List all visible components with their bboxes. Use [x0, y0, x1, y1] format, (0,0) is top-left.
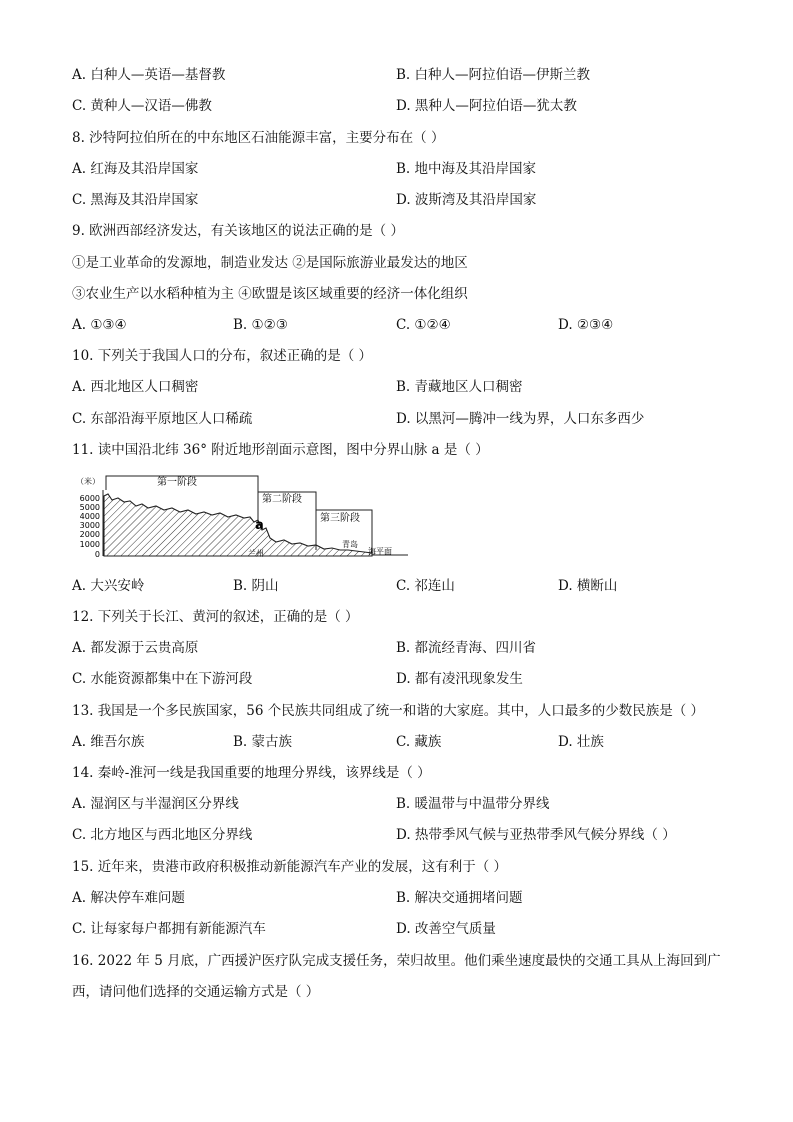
- q7-option-b: B. 白种人—阿拉伯语—伊斯兰教: [396, 67, 591, 83]
- q10-option-c: C. 东部沿海平原地区人口稀疏: [72, 411, 253, 427]
- terrain-profile-figure: [72, 470, 412, 570]
- q15-option-a: A. 解决停车难问题: [72, 890, 185, 906]
- lanzhou-label: 兰州: [248, 549, 264, 558]
- q8-option-b: B. 地中海及其沿岸国家: [396, 161, 537, 177]
- q7-option-a: A. 白种人—英语—基督教: [72, 67, 226, 83]
- step1-label: 第一阶段: [157, 477, 197, 488]
- y-tick-6000: 6000: [79, 494, 100, 503]
- q15-option-c: C. 让每家每户都拥有新能源汽车: [72, 921, 266, 937]
- q15-option-b: B. 解决交通拥堵问题: [396, 890, 523, 906]
- q8-option-c: C. 黑海及其沿岸国家: [72, 192, 199, 208]
- step2-label: 第二阶段: [262, 494, 302, 505]
- y-tick-5000: 5000: [79, 503, 100, 512]
- q13-option-a: A. 维吾尔族: [72, 734, 145, 750]
- q14-option-d: D. 热带季风气候与亚热带季风气候分界线（ ）: [396, 827, 676, 843]
- mountain-a-label: a: [255, 518, 264, 533]
- q11-option-a: A. 大兴安岭: [72, 578, 145, 594]
- q9-option-d: D. ②③④: [558, 317, 614, 333]
- q16-stem-line1: 16. 2022 年 5 月底，广西援沪医疗队完成支援任务，荣归故里。他们乘坐速度最快的交通工具从上海回到广: [72, 953, 721, 969]
- q10-option-d: D. 以黑河—腾冲一线为界，人口东多西少: [396, 411, 645, 427]
- q15-stem: 15. 近年来，贵港市政府积极推动新能源汽车产业的发展，这有利于（ ）: [72, 859, 508, 875]
- q13-option-c: C. 藏族: [396, 734, 442, 750]
- q13-option-d: D. 壮族: [558, 734, 604, 750]
- q11-option-b: B. 阴山: [233, 578, 279, 594]
- q10-option-b: B. 青藏地区人口稠密: [396, 379, 523, 395]
- q15-option-d: D. 改善空气质量: [396, 921, 496, 937]
- q9-statements-1: ①是工业革命的发源地，制造业发达 ②是国际旅游业最发达的地区: [72, 255, 468, 271]
- y-tick-2000: 2000: [79, 530, 100, 539]
- y-tick-3000: 3000: [79, 521, 100, 530]
- q11-stem: 11. 读中国沿北纬 36° 附近地形剖面示意图，图中分界山脉 a 是（ ）: [72, 442, 489, 458]
- q10-option-a: A. 西北地区人口稠密: [72, 379, 199, 395]
- q10-stem: 10. 下列关于我国人口的分布，叙述正确的是（ ）: [72, 348, 373, 364]
- q14-option-c: C. 北方地区与西北地区分界线: [72, 827, 253, 843]
- q12-option-b: B. 都流经青海、四川省: [396, 640, 537, 656]
- q9-option-a: A. ①③④: [72, 317, 127, 333]
- q13-option-b: B. 蒙古族: [233, 734, 293, 750]
- y-axis-unit: （米）: [76, 477, 100, 486]
- q9-option-b: B. ①②③: [233, 317, 288, 333]
- y-tick-0: 0: [94, 550, 100, 559]
- qingdao-label: 青岛: [342, 540, 358, 549]
- q13-stem: 13. 我国是一个多民族国家，56 个民族共同组成了统一和谐的大家庭。其中，人口最多的少数民族是（ ）: [72, 703, 705, 719]
- q12-option-d: D. 都有凌汛现象发生: [396, 671, 523, 687]
- y-tick-4000: 4000: [79, 512, 100, 521]
- sea-level-label: 海平面: [368, 547, 392, 556]
- q7-option-c: C. 黄种人—汉语—佛教: [72, 98, 212, 114]
- y-tick-1000: 1000: [79, 540, 100, 549]
- q14-option-b: B. 暖温带与中温带分界线: [396, 796, 550, 812]
- q14-option-a: A. 湿润区与半湿润区分界线: [72, 796, 239, 812]
- q12-option-a: A. 都发源于云贵高原: [72, 640, 199, 656]
- q8-stem: 8. 沙特阿拉伯所在的中东地区石油能源丰富，主要分布在（ ）: [72, 130, 445, 146]
- step3-label: 第三阶段: [320, 513, 360, 524]
- q8-option-a: A. 红海及其沿岸国家: [72, 161, 199, 177]
- q9-stem: 9. 欧洲西部经济发达，有关该地区的说法正确的是（ ）: [72, 223, 404, 239]
- q11-option-c: C. 祁连山: [396, 578, 455, 594]
- q8-option-d: D. 波斯湾及其沿岸国家: [396, 192, 537, 208]
- q12-option-c: C. 水能资源都集中在下游河段: [72, 671, 253, 687]
- q14-stem: 14. 秦岭-淮河一线是我国重要的地理分界线，该界线是（ ）: [72, 765, 431, 781]
- q9-option-c: C. ①②④: [396, 317, 451, 333]
- terrain-profile: [104, 494, 372, 556]
- q11-option-d: D. 横断山: [558, 578, 618, 594]
- q12-stem: 12. 下列关于长江、黄河的叙述，正确的是（ ）: [72, 609, 359, 625]
- q16-stem-line2: 西，请问他们选择的交通运输方式是（ ）: [72, 984, 320, 1000]
- q9-statements-2: ③农业生产以水稻种植为主 ④欧盟是该区域重要的经济一体化组织: [72, 286, 468, 302]
- q7-option-d: D. 黑种人—阿拉伯语—犹太教: [396, 98, 577, 114]
